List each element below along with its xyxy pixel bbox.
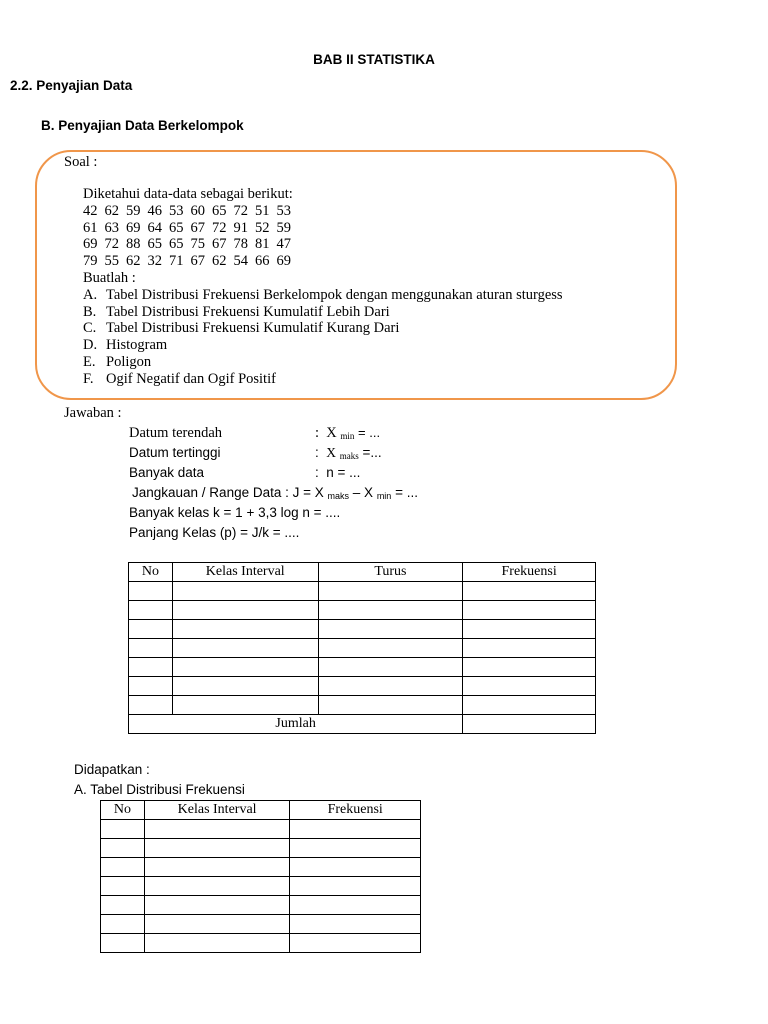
table-row bbox=[101, 877, 421, 896]
jumlah-label: Jumlah bbox=[129, 715, 463, 734]
soal-label: Soal : bbox=[64, 154, 98, 170]
table-row bbox=[129, 620, 596, 639]
table-row bbox=[101, 820, 421, 839]
table-header: Frekuensi bbox=[463, 563, 596, 582]
jawaban-label: Jawaban : bbox=[64, 405, 122, 421]
calc-datum-terendah: Datum terendah : X $_{min}$ = ... bbox=[129, 425, 381, 441]
calc-banyak-kelas: Banyak kelas k = 1 + 3,3 log n = .... bbox=[129, 505, 341, 520]
data-row: 79 55 62 32 71 67 62 54 66 69 bbox=[83, 253, 291, 270]
buatlah-label: Buatlah : bbox=[83, 269, 136, 286]
table-row bbox=[101, 896, 421, 915]
soal-intro: Diketahui data-data sebagai berikut: bbox=[83, 186, 293, 202]
calc-panjang-kelas: Panjang Kelas (p) = J/k = .... bbox=[129, 525, 300, 540]
table-header-row bbox=[101, 801, 421, 820]
table-header: Kelas Interval bbox=[172, 563, 318, 582]
frequency-table-turus bbox=[128, 562, 596, 734]
table-row bbox=[129, 601, 596, 620]
jumlah-value bbox=[463, 715, 596, 734]
table-row bbox=[129, 696, 596, 715]
didapatkan-label: Didapatkan : bbox=[74, 762, 150, 777]
data-row: 42 62 59 46 53 60 65 72 51 53 bbox=[83, 202, 291, 219]
soal-content bbox=[83, 186, 563, 388]
data-row: 69 72 88 65 65 75 67 78 81 47 bbox=[83, 236, 291, 253]
task-list bbox=[83, 287, 563, 388]
table-row bbox=[101, 915, 421, 934]
task-item: B. Tabel Distribusi Frekuensi Kumulatif Lebih Dari bbox=[83, 303, 390, 320]
task-item: F. Ogif Negatif dan Ogif Positif bbox=[83, 370, 276, 387]
task-item: A. Tabel Distribusi Frekuensi Berkelompok dengan menggunakan aturan sturgess bbox=[83, 286, 563, 303]
table-row bbox=[129, 582, 596, 601]
table-header: Frekuensi bbox=[290, 801, 421, 820]
table-header: No bbox=[101, 801, 145, 820]
table-row bbox=[101, 934, 421, 953]
calc-banyak-data: Banyak data : n = ... bbox=[129, 465, 361, 480]
frequency-table bbox=[100, 800, 421, 953]
calc-jangkauan: Jangkauan / Range Data : J = X $_{maks}$ – X $_{min}$ = ... bbox=[132, 485, 418, 501]
table-row bbox=[101, 839, 421, 858]
task-item: E. Poligon bbox=[83, 353, 152, 370]
task-item: D. Histogram bbox=[83, 337, 168, 354]
table-header: Turus bbox=[318, 563, 463, 582]
table-header-row bbox=[129, 563, 596, 582]
table-header: No bbox=[129, 563, 173, 582]
task-item: C. Tabel Distribusi Frekuensi Kumulatif Kurang Dari bbox=[83, 320, 400, 337]
table-row bbox=[129, 658, 596, 677]
section-title: 2.2. Penyajian Data bbox=[10, 78, 133, 93]
table-row bbox=[101, 858, 421, 877]
subsection-title: B. Penyajian Data Berkelompok bbox=[41, 118, 244, 133]
table-header: Kelas Interval bbox=[144, 801, 289, 820]
data-row: 61 63 69 64 65 67 72 91 52 59 bbox=[83, 219, 291, 236]
table-row bbox=[129, 639, 596, 658]
section-a-title: A. Tabel Distribusi Frekuensi bbox=[74, 782, 245, 797]
table-row bbox=[129, 677, 596, 696]
calc-datum-tertinggi: Datum tertinggi : X $_{maks}$ =... bbox=[129, 445, 382, 461]
table-footer-row bbox=[129, 715, 596, 734]
chapter-title: BAB II STATISTIKA bbox=[313, 52, 435, 67]
